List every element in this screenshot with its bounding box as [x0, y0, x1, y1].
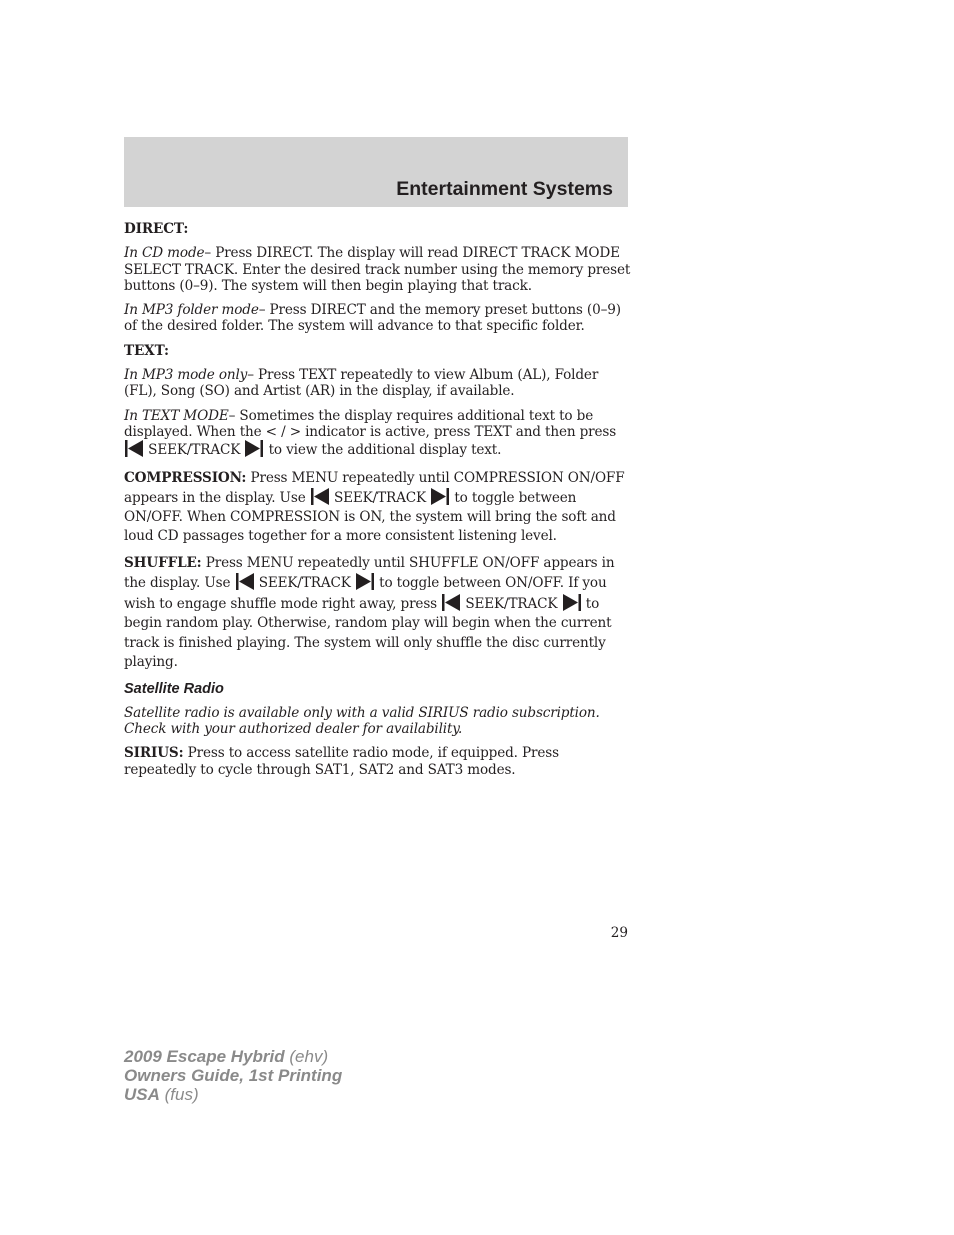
compression-text-b: to toggle between ON/OFF. When COMPRESSION is ON, the system will bring the soft and loud CD passages together for a more consistent listening level. [124, 489, 616, 544]
seek-back-icon [441, 594, 461, 611]
footer-line-1 [124, 1047, 342, 1066]
seek-forward-icon [355, 573, 375, 590]
direct-heading: DIRECT: [124, 221, 189, 237]
shuffle-heading: SHUFFLE: [124, 554, 202, 571]
text-mode-end: to view the additional display text. [268, 442, 502, 459]
compression-heading: COMPRESSION: [124, 469, 247, 486]
satellite-radio-heading: Satellite Radio [124, 680, 224, 697]
direct-cd-mode-para [124, 245, 634, 294]
text-heading: TEXT: [124, 342, 169, 359]
footer-model: 2009 Escape Hybrid [124, 1047, 285, 1066]
satellite-note [124, 705, 634, 738]
footer-model-code: (ehv) [289, 1047, 329, 1066]
text-heading-para [124, 343, 634, 359]
mp3-folder-text: – Press DIRECT and the memory preset buttons (0–9) of the desired folder. The system will advance to that specific folder. [124, 302, 621, 335]
seek-track-label: SEEK/TRACK [465, 595, 558, 612]
footer-market-code: (fus) [164, 1085, 199, 1104]
footer-line-3 [124, 1085, 342, 1104]
compression-text-a: Press MENU repeatedly until COMPRESSION ON/OFF appears in the display. Use [124, 469, 625, 506]
sirius-heading: SIRIUS: [124, 745, 184, 762]
cd-mode-label: In CD mode [124, 245, 205, 262]
seek-forward-icon [244, 440, 264, 457]
direct-heading-para [124, 221, 634, 237]
text-mode-text: – Sometimes the display requires additional text to be displayed. When the < / > indicator is active, press TEXT and then press [124, 407, 617, 440]
footer-guide: Owners Guide, 1st Printing [124, 1066, 343, 1085]
shuffle-text-c: to begin random play. Otherwise, random play will begin when the current track is finished playing. The system will only shuffle the disc currently playing. [124, 595, 612, 671]
sirius-para [124, 745, 634, 778]
seek-back-icon [235, 573, 255, 590]
shuffle-para [124, 554, 634, 673]
seek-track-label: SEEK/TRACK [258, 575, 351, 592]
text-mode-label: In TEXT MODE [124, 407, 229, 424]
footer-line-2 [124, 1066, 342, 1085]
compression-para [124, 469, 634, 546]
text-mp3-only-para [124, 367, 634, 400]
text-mode-para [124, 408, 634, 459]
page-content [124, 221, 634, 786]
mp3-only-text: – Press TEXT repeatedly to view Album (AL), Folder (FL), Song (SO) and Artist (AR) in the display, if available. [124, 367, 599, 400]
shuffle-text-b: to toggle between ON/OFF. If you wish to engage shuffle mode right away, press [124, 575, 607, 612]
sirius-text: Press to access satellite radio mode, if equipped. Press repeatedly to cycle through SAT1, SAT2 and SAT3 modes. [124, 745, 559, 778]
footer-imprint [124, 1047, 342, 1104]
seek-track-label: SEEK/TRACK [333, 489, 427, 506]
mp3-folder-label: In MP3 folder mode [124, 302, 259, 319]
seek-back-icon [310, 488, 330, 505]
satellite-note-text: Satellite radio is available only with a valid SIRIUS radio subscription. Check with your authorized dealer for availability. [124, 704, 600, 738]
shuffle-text-a: Press MENU repeatedly until SHUFFLE ON/OFF appears in the display. Use [124, 554, 615, 592]
mp3-only-label: In MP3 mode only [124, 367, 248, 384]
section-header-band [124, 137, 628, 207]
seek-forward-icon [562, 594, 582, 611]
cd-mode-text: – Press DIRECT. The display will read DIRECT TRACK MODE SELECT TRACK. Enter the desired track number using the memory preset buttons (0–9). The system will then begin playing that track. [124, 245, 631, 294]
seek-forward-icon [430, 488, 450, 505]
seek-back-icon [124, 440, 144, 457]
page-number: 29 [610, 925, 628, 941]
footer-market: USA [124, 1085, 160, 1104]
seek-track-label: SEEK/TRACK [148, 442, 241, 459]
section-title: Entertainment Systems [396, 178, 613, 200]
direct-mp3-folder-para [124, 302, 634, 335]
